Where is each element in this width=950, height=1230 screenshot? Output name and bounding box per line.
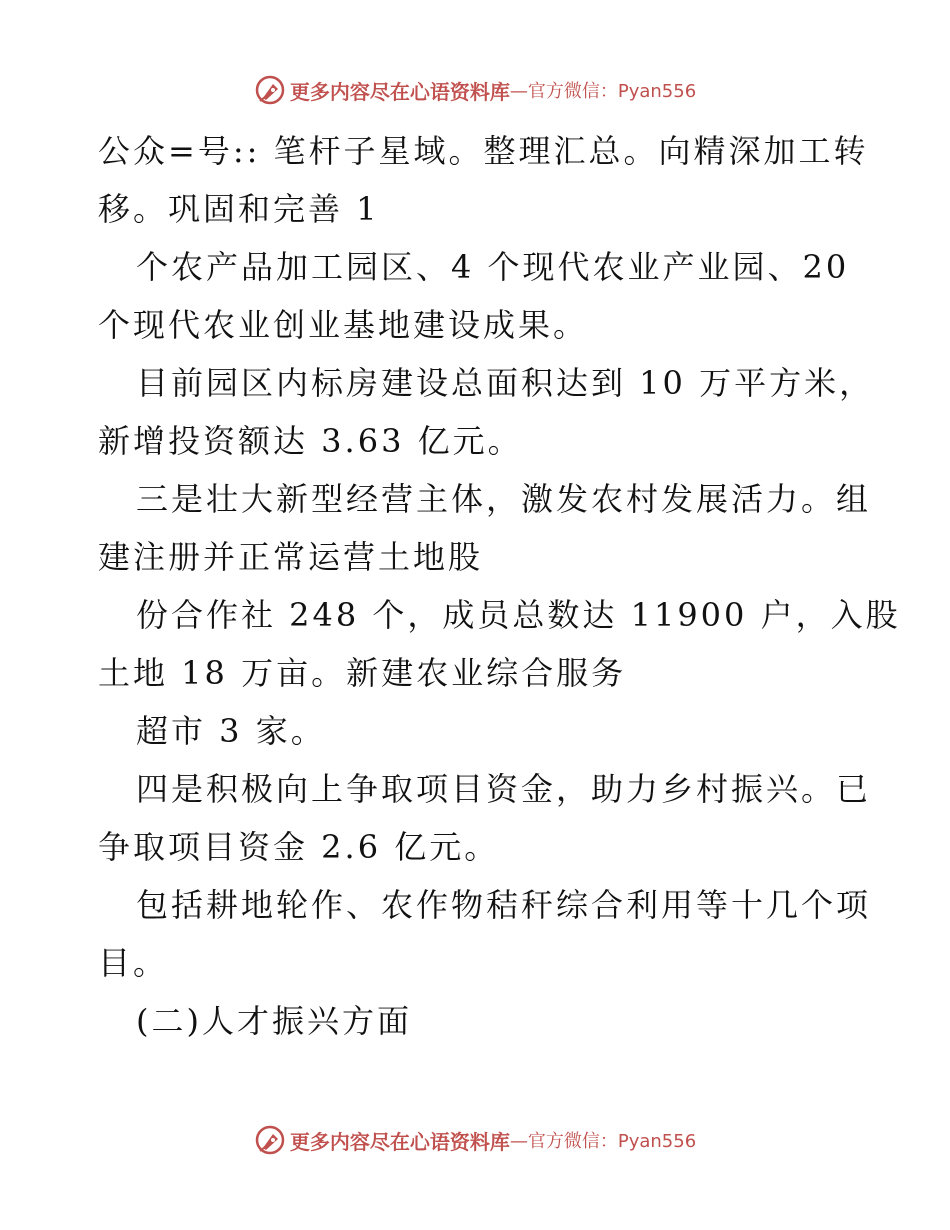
text-line: 个现代农业创业基地建设成果。: [98, 306, 589, 344]
pen-nib-icon: [254, 74, 286, 106]
text-line: 个农产品加工园区、4 个现代农业产业园、20: [136, 248, 850, 286]
text-line: 争取项目资金 2.6 亿元。: [98, 828, 500, 866]
banner-main-text: 更多内容尽在心语资料库: [289, 1129, 510, 1154]
text-line: 包括耕地轮作、农作物秸秆综合利用等十几个项: [136, 886, 872, 924]
text-line: 土地 18 万亩。新建农业综合服务: [98, 654, 627, 692]
footer-banner: [0, 1120, 950, 1160]
text-line: 超市 3 家。: [136, 712, 326, 750]
text-line: 份合作社 248 个，成员总数达 11900 户，入股: [136, 596, 901, 634]
banner-sub-text: —官方微信：Pyan556: [509, 1131, 697, 1152]
text-line: 目前园区内标房建设总面积达到 10 万平方米，: [136, 364, 875, 402]
section-heading: (二)人才振兴方面: [136, 1002, 412, 1040]
header-banner: [0, 70, 950, 110]
text-line: 公众=号:: 笔杆子星域。整理汇总。向精深加工转: [98, 132, 869, 170]
pen-nib-icon: [254, 1124, 286, 1156]
text-line: 新增投资额达 3.63 亿元。: [98, 422, 523, 460]
document-body: [98, 122, 901, 1050]
banner-main-text: 更多内容尽在心语资料库: [289, 79, 510, 104]
text-line: 建注册并正常运营土地股: [98, 538, 484, 576]
text-line: 移。巩固和完善 1: [98, 190, 380, 228]
text-line: 四是积极向上争取项目资金，助力乡村振兴。已: [136, 770, 872, 808]
text-line: 三是壮大新型经营主体，激发农村发展活力。组: [136, 480, 872, 518]
text-line: 目。: [98, 944, 169, 982]
banner-sub-text: —官方微信：Pyan556: [509, 81, 697, 102]
